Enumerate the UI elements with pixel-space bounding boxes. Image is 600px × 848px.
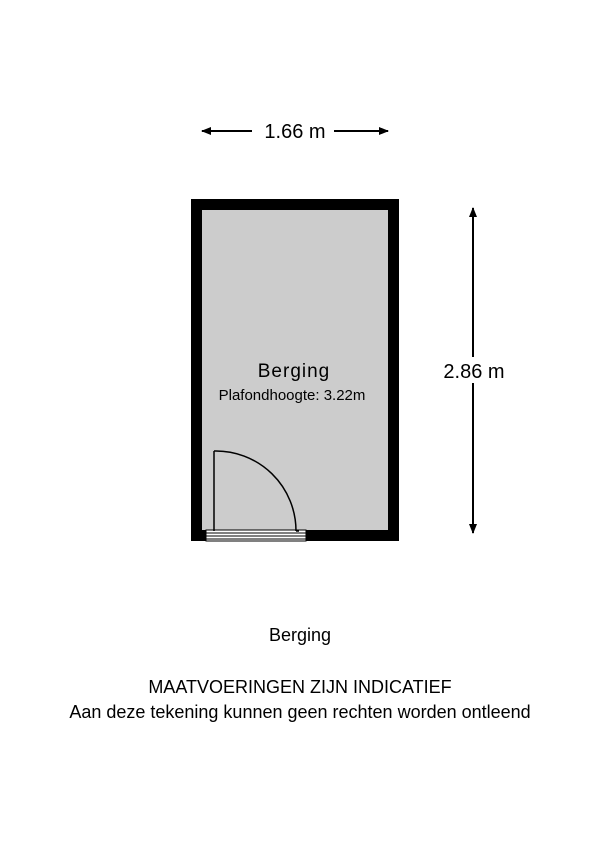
room-berging <box>191 199 399 541</box>
height-dimension <box>436 208 512 533</box>
ceiling-height: Plafondhoogte: 3.22m <box>218 387 366 404</box>
disclaimer-line-1: MAATVOERINGEN ZIJN INDICATIEF <box>148 677 452 697</box>
floor-name: Berging <box>268 625 332 645</box>
disclaimer-line-2: Aan deze tekening kunnen geen rechten worden ontleend <box>69 702 531 722</box>
width-dimension <box>202 121 388 143</box>
height-label: 2.86 m <box>443 361 505 383</box>
width-label: 1.66 m <box>264 121 326 143</box>
room-name: Berging <box>257 361 331 382</box>
